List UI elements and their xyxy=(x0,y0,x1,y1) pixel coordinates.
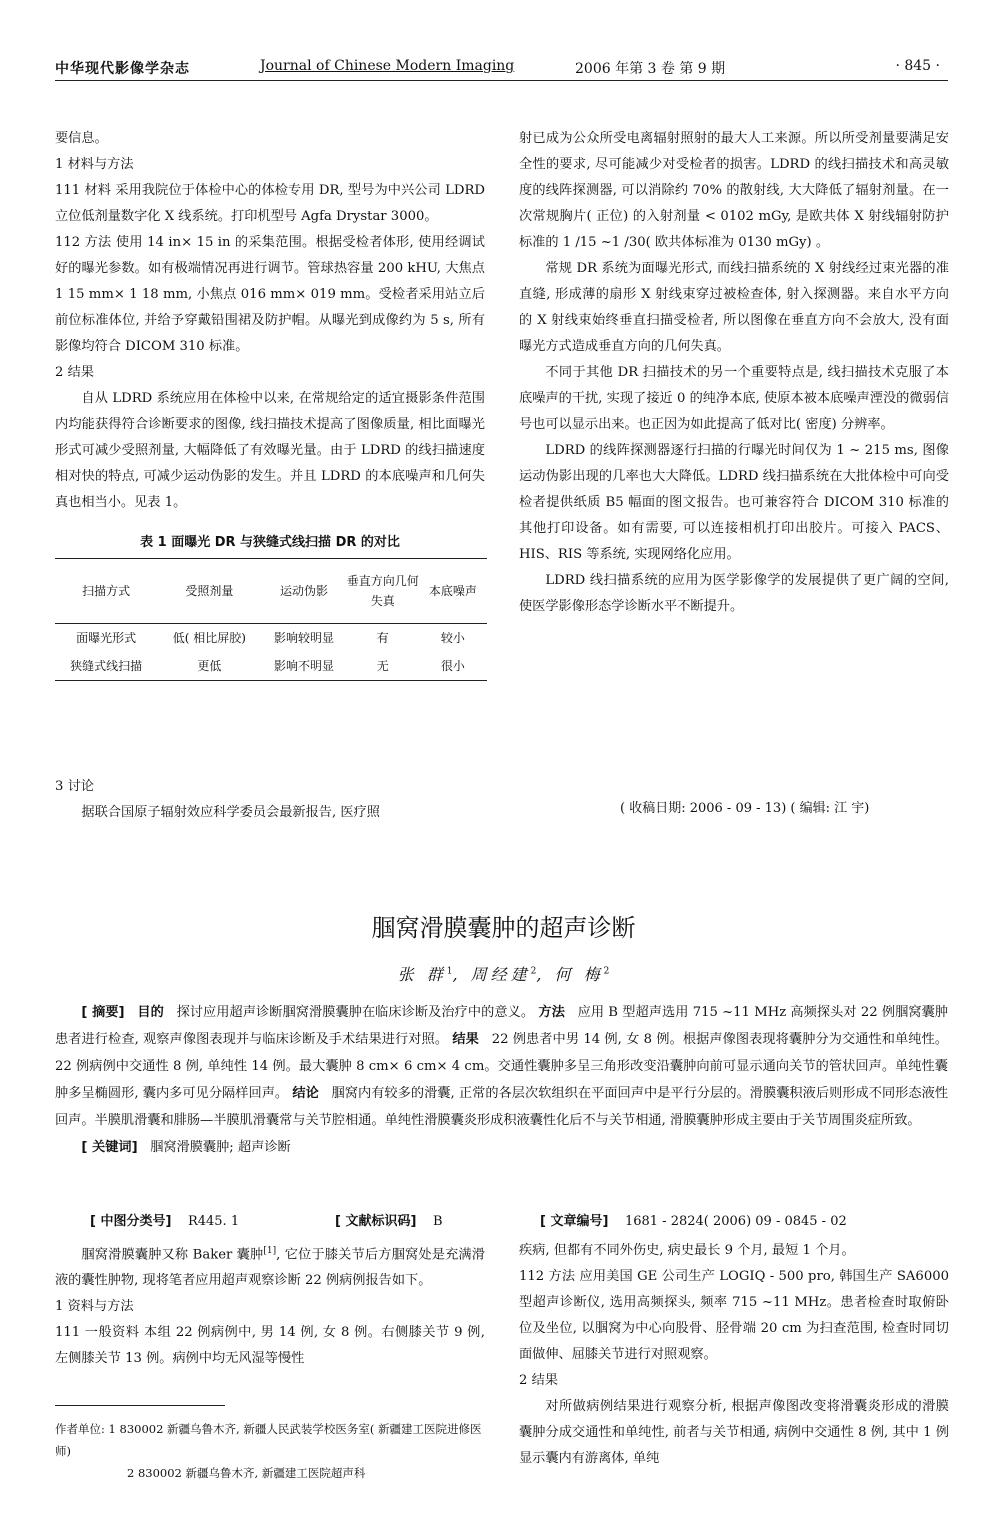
paragraph: 不同于其他 DR 扫描技术的另一个重要特点是, 线扫描技术克服了本底噪声的干扰, 实现了接近 0 的纯净本底, 使原本被本底噪声湮没的微弱信号也可以显示出来。也正因为如此提高了低对比( 密度) 分辨率。 xyxy=(519,365,949,432)
journal-name-en: Journal of Chinese Modern Imaging xyxy=(260,58,515,74)
paragraph: LDRD 线扫描系统的应用为医学影像学的发展提供了更广阔的空间, 使医学影像形态学诊断水平不断提升。 xyxy=(519,573,949,614)
author-affiliation-mark: 1 xyxy=(446,966,453,977)
author-list xyxy=(0,962,1007,985)
table-row xyxy=(55,624,487,653)
table-cell: 有 xyxy=(376,631,389,645)
intro-text: 腘窝滑膜囊肿又称 Baker 囊肿 xyxy=(81,1247,264,1263)
conclusion-text: 腘窝内有较多的滑囊, 正常的各层次软组织在平面回声中是平行分层的。滑膜囊积液后则形成不同形态液性回声。半膜肌滑囊和腓肠—半膜肌滑囊常与关节腔相通。单纯性滑膜囊炎形成积液囊性化后不与关节相通, 滑膜囊肿形成主要由于关节周围炎症所致。 xyxy=(55,1086,949,1128)
paragraph: 常规 DR 系统为面曝光形式, 而线扫描系统的 X 射线经过束光器的准直缝, 形成薄的扇形 X 射线束穿过被检查体, 射入探测器。来自水平方向的 X 射线束始终垂直扫描受检者, 所以图像在垂直方向不会放大, 没有面曝光方式造成垂直方向的几何失真。 xyxy=(519,261,949,354)
article-no-label: [ 文章编号] xyxy=(540,1214,609,1229)
left-column-discussion xyxy=(55,774,485,826)
table-caption: 表 1 面曝光 DR 与狭缝式线扫描 DR 的对比 xyxy=(140,535,400,550)
table-cell: 面曝光形式 xyxy=(76,631,137,645)
section-heading: 2 结果 xyxy=(519,1373,558,1388)
table-cell: 很小 xyxy=(440,659,465,673)
document-code xyxy=(335,1210,443,1229)
paragraph: LDRD 的线阵探测器逐行扫描的行曝光时间仅为 1 ~ 215 ms, 图像运动伪影出现的几率也大大降低。LDRD 线扫描系统在大批体检中可向受检者提供纸质 B5 幅面的图文报告。也可兼容符合 DICOM 310 标准的其他打印设备。如有需要, 可以连接相机打印出胶片。可接入 PACS、HIS、RIS 等系统, 实现网络化应用。 xyxy=(519,443,949,562)
paragraph: 111 材料 采用我院位于体检中心的体检专用 DR, 型号为中兴公司 LDRD 立位低剂量数字化 X 线系统。打印机型号 Agfa Drystar 3000。 xyxy=(55,183,485,224)
paragraph: 111 一般资料 本组 22 例病例中, 男 14 例, 女 8 例。右侧膝关节 9 例, 左侧膝关节 13 例。病例中均无风湿等慢性 xyxy=(55,1325,485,1367)
table-row xyxy=(55,652,487,681)
author-name: 张 群 xyxy=(397,965,447,984)
page-number: · 845 · xyxy=(895,58,940,74)
intro-text: , 它位于膝关节后方腘窝处是充满滑液的囊性肿物, 现将笔者应用超声观察诊断 22 例病例报告如下。 xyxy=(55,1247,485,1289)
issue-info: 2006 年第 3 卷 第 9 期 xyxy=(575,61,726,77)
received-date: ( 收稿日期: 2006 - 09 - 13) ( 编辑: 江 宇) xyxy=(620,801,870,816)
clc-label: [ 中图分类号] xyxy=(90,1214,172,1229)
method-text: 应用 B 型超声选用 715 ~11 MHz 高频探头对 22 例腘窝囊肿患者进行检查, 观察声像图表现并与临床诊断及手术结果进行对照。 xyxy=(55,1005,949,1047)
column-header: 受照剂量 xyxy=(185,584,234,598)
column-header: 垂直方向几何失真 xyxy=(346,574,419,608)
paragraph: 射已成为公众所受电离辐射照射的最大人工来源。所以所受剂量要满足安全性的要求, 尽可能减少对受检者的损害。LDRD 的线扫描技术和高灵敏度的线阵探测器, 可以消除约 70% 的散射线, 大大降低了辐射剂量。在一次常规胸片( 正位) 的入射剂量 < 0102 mGy, 是欧共体 X 射线辐射防护标准的 1 /15 ~1 /30( 欧共体标准为 0130 mGy) 。 xyxy=(519,131,949,250)
paragraph: 对所做病例结果进行观察分析, 根据声像图改变将滑囊炎形成的滑膜囊肿分成交通性和单纯性, 前者与关节相通, 病例中交通性 8 例, 其中 1 例显示囊内有游离体, 单纯 xyxy=(519,1399,949,1466)
body-left-column xyxy=(55,1238,485,1372)
section-heading: 1 材料与方法 xyxy=(55,157,134,172)
paragraph: 112 方法 应用美国 GE 公司生产 LOGIQ - 500 pro, 韩国生产 SA6000 型超声诊断仪, 选用高频探头, 频率 715 ~11 MHz。患者检查时取俯卧位及坐位, 以腘窝为中心向股骨、胫骨端 20 cm 为扫查范围, 检查时同切面做伸、屈膝关节进行对照观察。 xyxy=(519,1269,949,1362)
abstract-label: [ 摘要] xyxy=(81,1005,125,1020)
table-cell: 影响不明显 xyxy=(274,659,335,673)
footnote-line: 1 830002 新疆乌鲁木齐, 新疆人民武装学校医务室( 新疆建工医院进修医师) xyxy=(55,1422,482,1458)
abstract xyxy=(55,999,948,1161)
article-title: 腘窝滑膜囊肿的超声诊断 xyxy=(371,914,636,942)
table-header-row xyxy=(55,559,487,624)
result-label: 结果 xyxy=(452,1032,479,1047)
reference-mark: [1] xyxy=(263,1246,277,1256)
author-affiliation-mark: 2 xyxy=(530,966,537,977)
author-name: , 周经建 xyxy=(452,965,531,984)
column-header: 扫描方式 xyxy=(82,584,131,598)
section-heading: 2 结果 xyxy=(55,365,94,380)
footnote-label: 作者单位: xyxy=(55,1422,105,1436)
keywords-label: [ 关键词] xyxy=(81,1140,138,1155)
footnote-line: 2 830002 新疆乌鲁木齐, 新疆建工医院超声科 xyxy=(127,1466,366,1480)
journal-name: 中华现代影像学杂志 xyxy=(55,61,190,77)
author-affiliation-mark: 2 xyxy=(603,966,610,977)
paragraph: 疾病, 但都有不同外伤史, 病史最长 9 个月, 最短 1 个月。 xyxy=(519,1243,855,1258)
author-name: , 何 梅 xyxy=(536,965,604,984)
doc-label: [ 文献标识码] xyxy=(335,1214,417,1229)
right-column xyxy=(519,126,949,620)
doc-value: B xyxy=(432,1214,443,1229)
objective-label: 目的 xyxy=(137,1005,164,1020)
footnote xyxy=(55,1418,485,1484)
paragraph: 自从 LDRD 系统应用在体检中以来, 在常规给定的适宜摄影条件范围内均能获得符合诊断要求的图像, 线扫描技术提高了图像质量, 相比面曝光形式可减少受照剂量, 大幅降低了有效曝光量。由于 LDRD 的线扫描速度相对快的特点, 可减少运动伪影的发生。并且 LDRD 的本底噪声和几何失真也相当小。见表 1。 xyxy=(55,391,485,510)
conclusion-label: 结论 xyxy=(292,1086,319,1101)
paragraph xyxy=(55,1238,485,1294)
footnote-rule xyxy=(55,1405,225,1406)
table-cell: 影响较明显 xyxy=(274,631,335,645)
method-label: 方法 xyxy=(538,1005,565,1020)
column-header: 运动伪影 xyxy=(280,584,329,598)
clc-value: R445. 1 xyxy=(187,1214,240,1229)
table-cell: 无 xyxy=(376,659,389,673)
left-column xyxy=(55,126,485,681)
paragraph: 112 方法 使用 14 in× 15 in 的采集范围。根据受检者体形, 使用经调试好的曝光参数。如有极端情况再进行调节。管球热容量 200 kHU, 大焦点 1 15 mm× 1 18 mm, 小焦点 016 mm× 019 mm。受检者采用站立后前位标准体位, 并给予穿戴铅围裙及防护帽。从曝光到成像约为 5 s, 所有影像均符合 DICOM 310 标准。 xyxy=(55,235,485,354)
section-heading: 3 讨论 xyxy=(55,779,94,794)
comparison-table xyxy=(55,558,487,681)
table-cell: 狭缝式线扫描 xyxy=(70,659,143,673)
paragraph: 要信息。 xyxy=(55,131,108,146)
result-text: 22 例患者中男 14 例, 女 8 例。根据声像图表现将囊肿分为交通性和单纯性。22 例病例中交通性 8 例, 单纯性 14 例。最大囊肿 8 cm× 6 cm× 4 cm。交通性囊肿多呈三角形改变沿囊肿向前可显示通向关节的管状回声。单纯性囊肿多呈椭圆形, 囊内多可见分隔样回声。 xyxy=(55,1032,949,1101)
body-right-column xyxy=(519,1238,949,1472)
column-header: 本底噪声 xyxy=(428,584,477,598)
header-rule xyxy=(55,80,948,81)
table-cell: 较小 xyxy=(440,631,465,645)
table-cell: 低( 相比屏胶) xyxy=(172,631,246,645)
article-number xyxy=(540,1210,847,1229)
classification-number xyxy=(90,1210,239,1229)
article-no-value: 1681 - 2824( 2006) 09 - 0845 - 02 xyxy=(624,1214,847,1229)
paragraph: 据联合国原子辐射效应科学委员会最新报告, 医疗照 xyxy=(81,805,380,820)
section-heading: 1 资料与方法 xyxy=(55,1299,134,1315)
table-cell: 更低 xyxy=(197,659,222,673)
keywords-text: 腘窝滑膜囊肿; 超声诊断 xyxy=(150,1140,291,1155)
objective-text: 探讨应用超声诊断腘窝滑膜囊肿在临床诊断及治疗中的意义。 xyxy=(176,1005,535,1020)
